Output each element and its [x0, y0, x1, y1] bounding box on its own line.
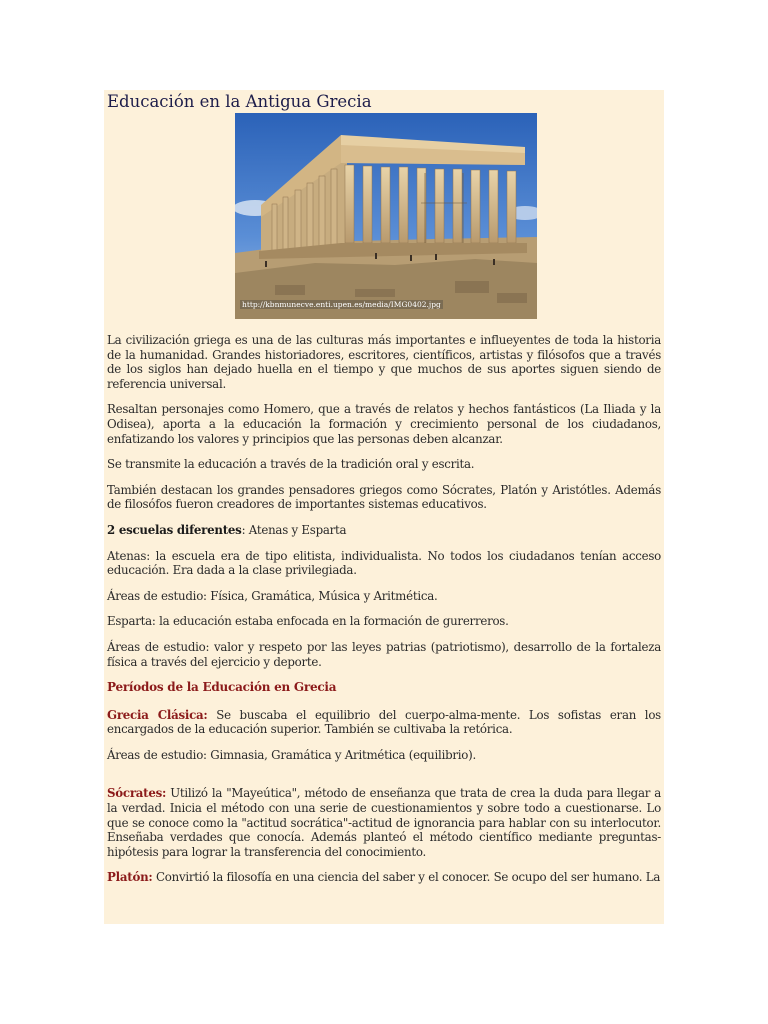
paragraph-pensadores: También destacan los grandes pensadores griegos como Sócrates, Platón y Aristótles. Además de filosófos fueron creadores de importantes sistemas educativos. — [107, 482, 661, 512]
image-caption: http://kbnmunecve.enti.upen.es/media/IMG0402.jpg — [242, 300, 441, 309]
paragraph-platon — [107, 870, 661, 885]
page-title: Educación en la Antigua Grecia — [107, 92, 372, 111]
paragraph-intro: La civilización griega es una de las culturas más importantes e influeyentes de toda la historia de la humanidad. Grandes historiadores, escritores, científicos, artistas y filósofos que a través de los siglos han dejado huella en el tiempo y que muchos de sus aportes siguen siendo de referencia universal. — [107, 333, 661, 391]
platon-text: Convirtió la filosofía en una ciencia del saber y el conocer. Se ocupo del ser humano. La — [152, 870, 661, 885]
paragraph-esparta-areas: Áreas de estudio: valor y respeto por las leyes patrias (patriotismo), desarrollo de la fortaleza física a través del ejercicio y deporte. — [107, 639, 661, 669]
paragraph-atenas: Atenas: la escuela era de tipo elitista, individualista. No todos los ciudadanos tenían acceso educación. Era dada a la clase privilegiada. — [107, 548, 661, 578]
paragraph-esparta: Esparta: la educación estaba enfocada en la formación de gurerreros. — [107, 614, 509, 629]
section-title: Períodos de la Educación en Grecia — [107, 680, 337, 695]
paragraph-transmision: Se transmite la educación a través de la tradición oral y escrita. — [107, 457, 475, 472]
grecia-clasica-text: Se buscaba el equilibrio del cuerpo-alma-mente. Los sofistas eran los encargados de la educación superior. También se cultivaba la retórica. — [107, 707, 661, 737]
escuelas-text: : Atenas y Esparta — [241, 522, 347, 537]
parthenon-illustration — [235, 113, 537, 319]
paragraph-escuelas — [107, 523, 661, 538]
paragraph-grecia-clasica — [107, 708, 661, 737]
paragraph-grecia-areas: Áreas de estudio: Gimnasia, Gramática y Aritmética (equilibrio). — [107, 747, 477, 762]
socrates-text: Utilizó la "Mayeútica", método de enseñanza que trata de crea la duda para llegar a la verdad. Inicia el método con una serie de cuestionamientos y sobre todo a cuestionarse. Lo que se conoce como la "actitud socrática"-actitud de ignorancia para hablar con su interlocutor. Enseñaba verdades que conocía. Además planteó el método científico mediante preguntas-hipótesis para lograr la transferencia del conocimiento. — [107, 786, 661, 859]
platon-label: Platón: — [107, 870, 153, 885]
parthenon-photo — [235, 113, 537, 319]
paragraph-socrates — [107, 786, 661, 859]
document-page — [104, 90, 664, 924]
paragraph-homero: Resaltan personajes como Homero, que a través de relatos y hechos fantásticos (La Iliada y la Odisea), aporta a la educación la formación y crecimiento personal de los ciudadanos, enfatizando los valores y principios que las personas deben alcanzar. — [107, 402, 661, 446]
escuelas-label: 2 escuelas diferentes — [107, 522, 242, 537]
socrates-label: Sócrates: — [107, 786, 167, 801]
grecia-clasica-label: Grecia Clásica: — [107, 707, 208, 722]
paragraph-atenas-areas: Áreas de estudio: Física, Gramática, Música y Aritmética. — [107, 588, 438, 603]
